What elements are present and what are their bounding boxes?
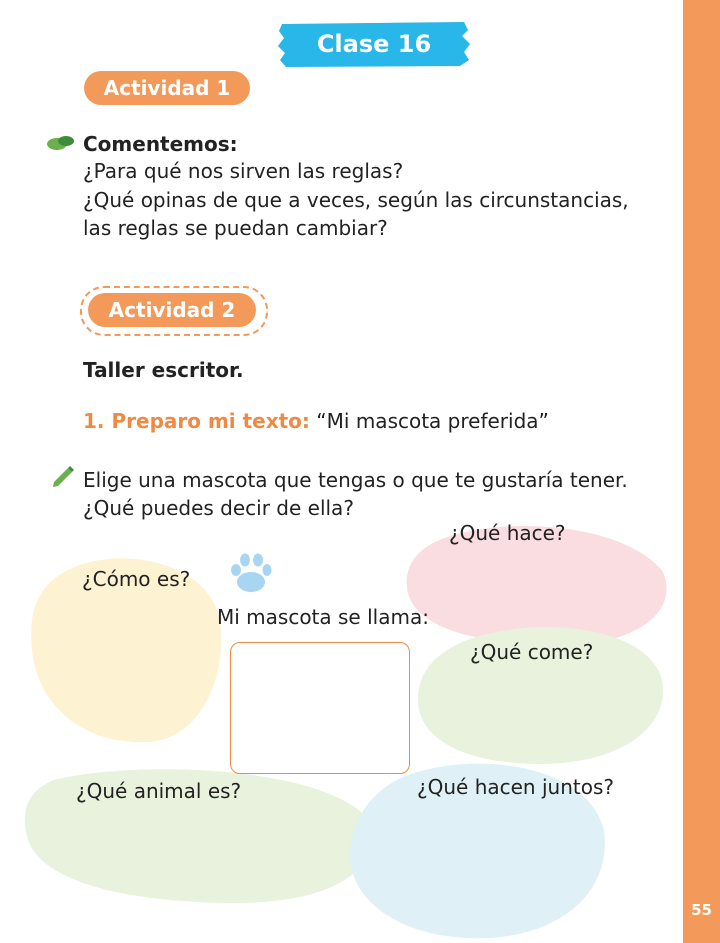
- step-1-text: “Mi mascota preferida”: [316, 409, 549, 433]
- question-como-es: ¿Cómo es?: [82, 567, 191, 591]
- question-que-come: ¿Qué come?: [470, 640, 594, 664]
- instruction-line-2: ¿Qué puedes decir de ella?: [83, 496, 354, 520]
- question-que-hacen-juntos: ¿Qué hacen juntos?: [417, 775, 614, 799]
- question-line-2: ¿Qué opinas de que a veces, según las circunstancias,: [83, 188, 629, 212]
- instruction-line-1: Elige una mascota que tengas o que te gustaría tener.: [83, 468, 628, 492]
- chat-bubbles-icon: [46, 133, 76, 153]
- page-number: 55: [691, 901, 712, 919]
- paw-print-icon: [228, 552, 272, 594]
- question-que-animal: ¿Qué animal es?: [76, 779, 242, 803]
- step-1-line: [83, 407, 549, 435]
- side-band: [683, 0, 720, 943]
- question-que-hace: ¿Qué hace?: [449, 521, 566, 545]
- activity-2-badge: Actividad 2: [88, 293, 256, 327]
- step-1-label: 1. Preparo mi texto:: [83, 409, 310, 433]
- comentemos-heading: Comentemos:: [83, 132, 238, 156]
- question-line-1: ¿Para qué nos sirven las reglas?: [83, 159, 404, 183]
- activity-1-badge: Actividad 1: [84, 71, 250, 105]
- workshop-heading: Taller escritor.: [83, 358, 244, 382]
- question-line-3: las reglas se puedan cambiar?: [83, 216, 388, 240]
- pencil-icon: [50, 462, 76, 488]
- center-label: Mi mascota se llama:: [217, 605, 429, 629]
- page-title: Clase 16: [316, 30, 432, 58]
- pet-name-box[interactable]: [230, 642, 410, 774]
